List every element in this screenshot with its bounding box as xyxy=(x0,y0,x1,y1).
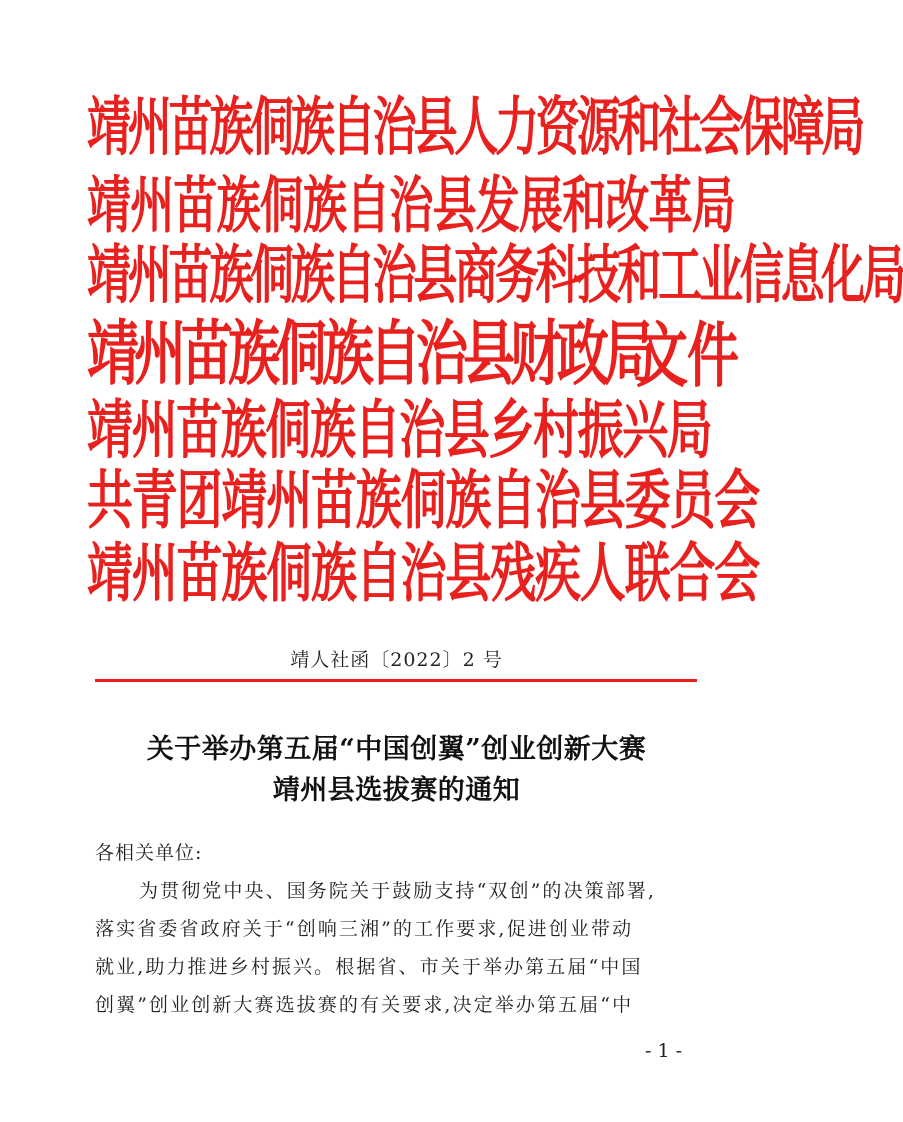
issuer-disabled-persons-federation: 靖州苗族侗族自治县残疾人联合会 xyxy=(87,535,760,611)
document-title-line-2: 靖州县选拔赛的通知 xyxy=(272,775,521,806)
document-word: 文件 xyxy=(636,316,739,398)
body-line: 落实省委省政府关于“创响三湘”的工作要求,促进创业带动 xyxy=(95,918,634,940)
issuer-rural-revitalization-bureau: 靖州苗族侗族自治县乡村振兴局 xyxy=(87,392,712,467)
red-divider-line xyxy=(95,679,697,682)
body-line: 创翼”创业创新大赛选拔赛的有关要求,决定举办第五届“中 xyxy=(95,994,634,1016)
document-title-line-1: 关于举办第五届“中国创翼”创业创新大赛 xyxy=(146,734,647,765)
body-line: 就业,助力推进乡村振兴。根据省、市关于举办第五届“中国 xyxy=(95,956,643,978)
body-line: 为贯彻党中央、国务院关于鼓励支持“双创”的决策部署, xyxy=(139,880,657,902)
issuer-development-reform-bureau: 靖州苗族侗族自治县发展和改革局 xyxy=(87,170,735,242)
issuer-hrss-bureau: 靖州苗族侗族自治县人力资源和社会保障局 xyxy=(87,91,863,166)
document-number: 靖人社函〔2022〕2 号 xyxy=(290,649,503,671)
issuer-finance-bureau: 靖州苗族侗族自治县财政局 xyxy=(87,314,652,396)
issuer-commerce-technology-bureau: 靖州苗族侗族自治县商务科技和工业信息化局 xyxy=(87,239,903,314)
page-number: - 1 - xyxy=(645,1040,683,1062)
issuer-youth-league-committee: 共青团靖州苗族侗族自治县委员会 xyxy=(87,462,760,538)
salutation: 各相关单位: xyxy=(95,842,203,864)
